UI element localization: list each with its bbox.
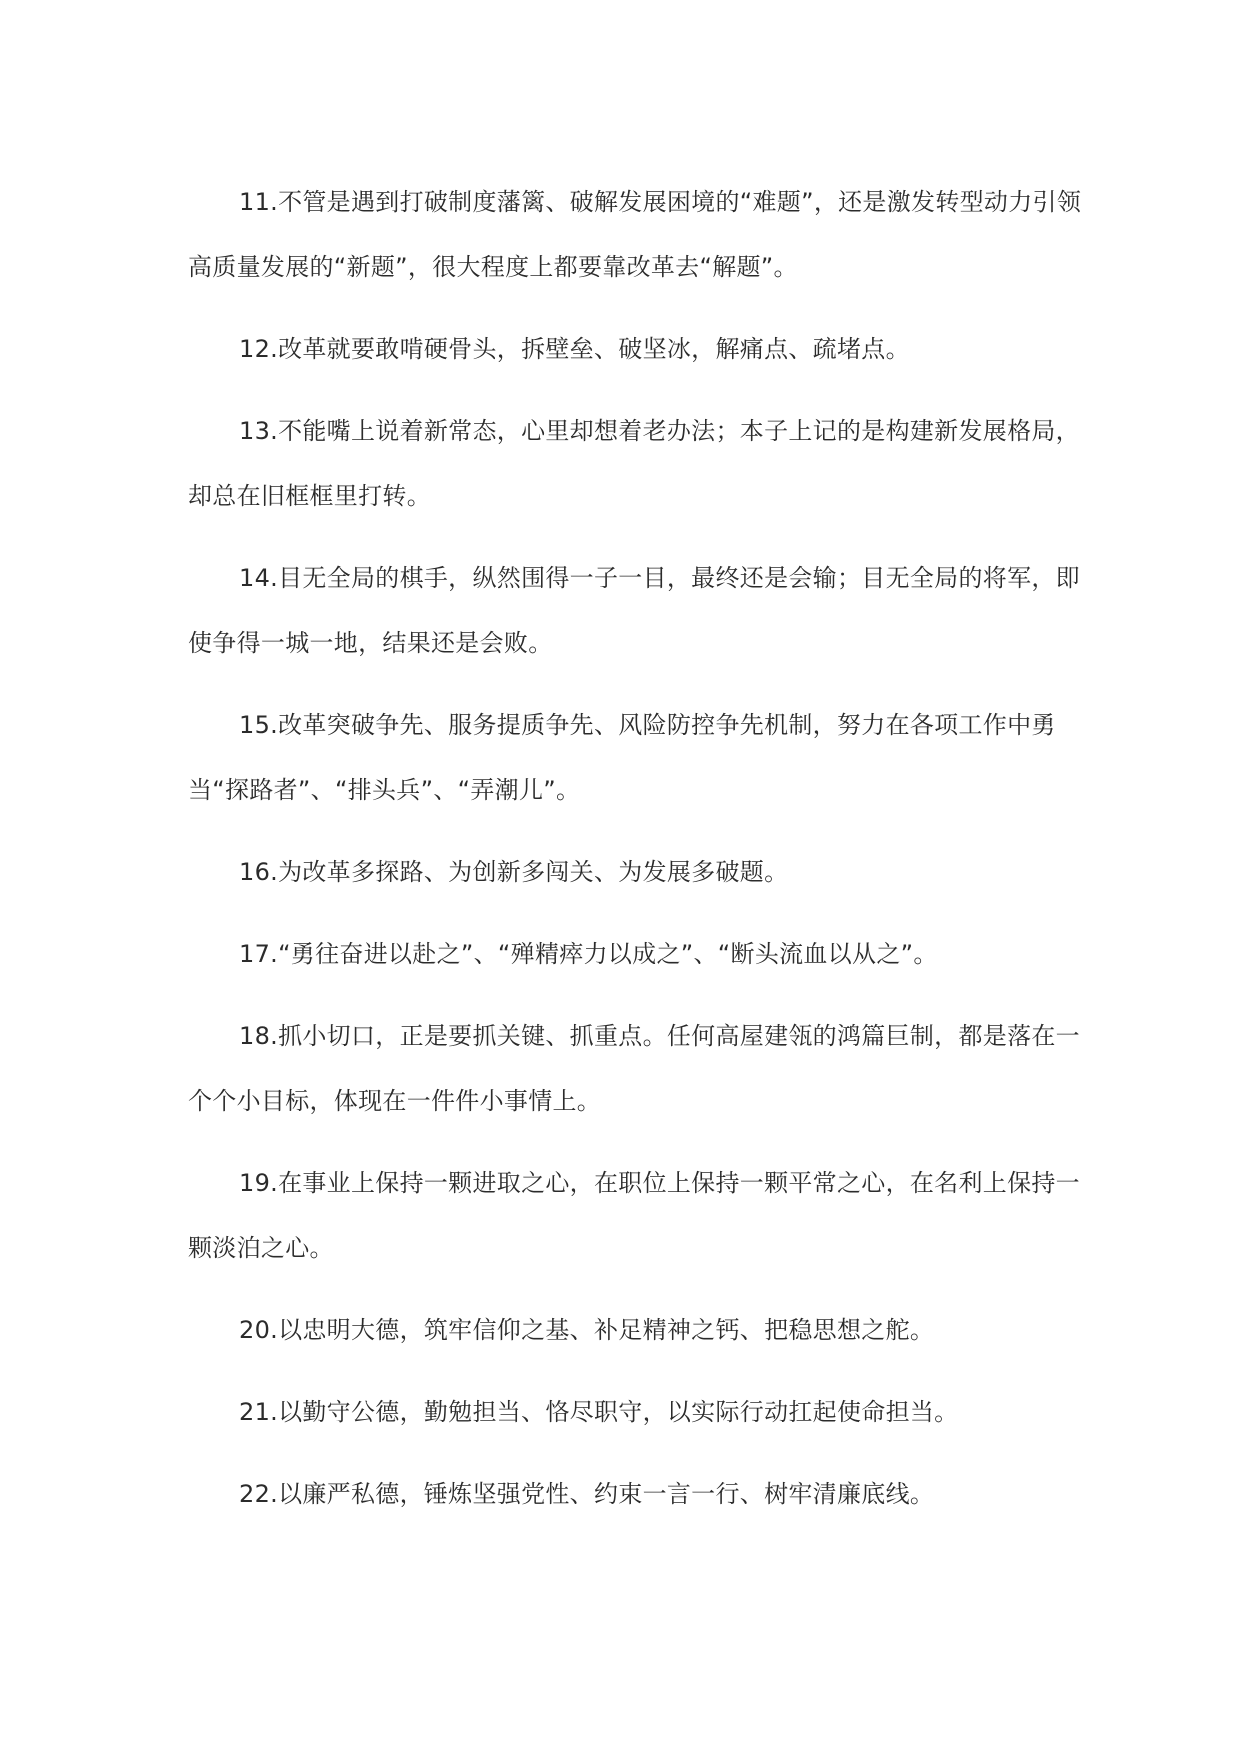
paragraph-18: 18.抓小切口，正是要抓关键、抓重点。任何高屋建瓴的鸿篇巨制，都是落在一个个小目标，体现在一件件小事情上。 xyxy=(188,1022,1080,1115)
paragraph-13: 13.不能嘴上说着新常态，心里却想着老办法；本子上记的是构建新发展格局，却总在旧框框里打转。 xyxy=(188,417,1080,510)
paragraph-16: 16.为改革多探路、为创新多闯关、为发展多破题。 xyxy=(239,858,789,886)
paragraph-14: 14.目无全局的棋手，纵然围得一子一目，最终还是会输；目无全局的将军，即使争得一城一地，结果还是会败。 xyxy=(188,564,1080,657)
document-body xyxy=(188,170,1083,1544)
paragraph-21: 21.以勤守公德，勤勉担当、恪尽职守，以实际行动扛起使命担当。 xyxy=(239,1398,959,1426)
paragraph-17: 17.“勇往奋进以赴之”、“殚精瘁力以成之”、“断头流血以从之”。 xyxy=(239,940,938,968)
paragraph-12: 12.改革就要敢啃硬骨头，拆壁垒、破坚冰，解痛点、疏堵点。 xyxy=(239,335,910,363)
paragraph-19: 19.在事业上保持一颗进取之心，在职位上保持一颗平常之心，在名利上保持一颗淡泊之心。 xyxy=(188,1169,1080,1262)
paragraph-15: 15.改革突破争先、服务提质争先、风险防控争先机制，努力在各项工作中勇当“探路者”、“排头兵”、“弄潮儿”。 xyxy=(188,711,1056,804)
paragraph-11: 11.不管是遇到打破制度藩篱、破解发展困境的“难题”，还是激发转型动力引领高质量发展的“新题”，很大程度上都要靠改革去“解题”。 xyxy=(188,188,1082,281)
paragraph-22: 22.以廉严私德，锤炼坚强党性、约束一言一行、树牢清廉底线。 xyxy=(239,1480,935,1508)
paragraph-20: 20.以忠明大德，筑牢信仰之基、补足精神之钙、把稳思想之舵。 xyxy=(239,1316,935,1344)
